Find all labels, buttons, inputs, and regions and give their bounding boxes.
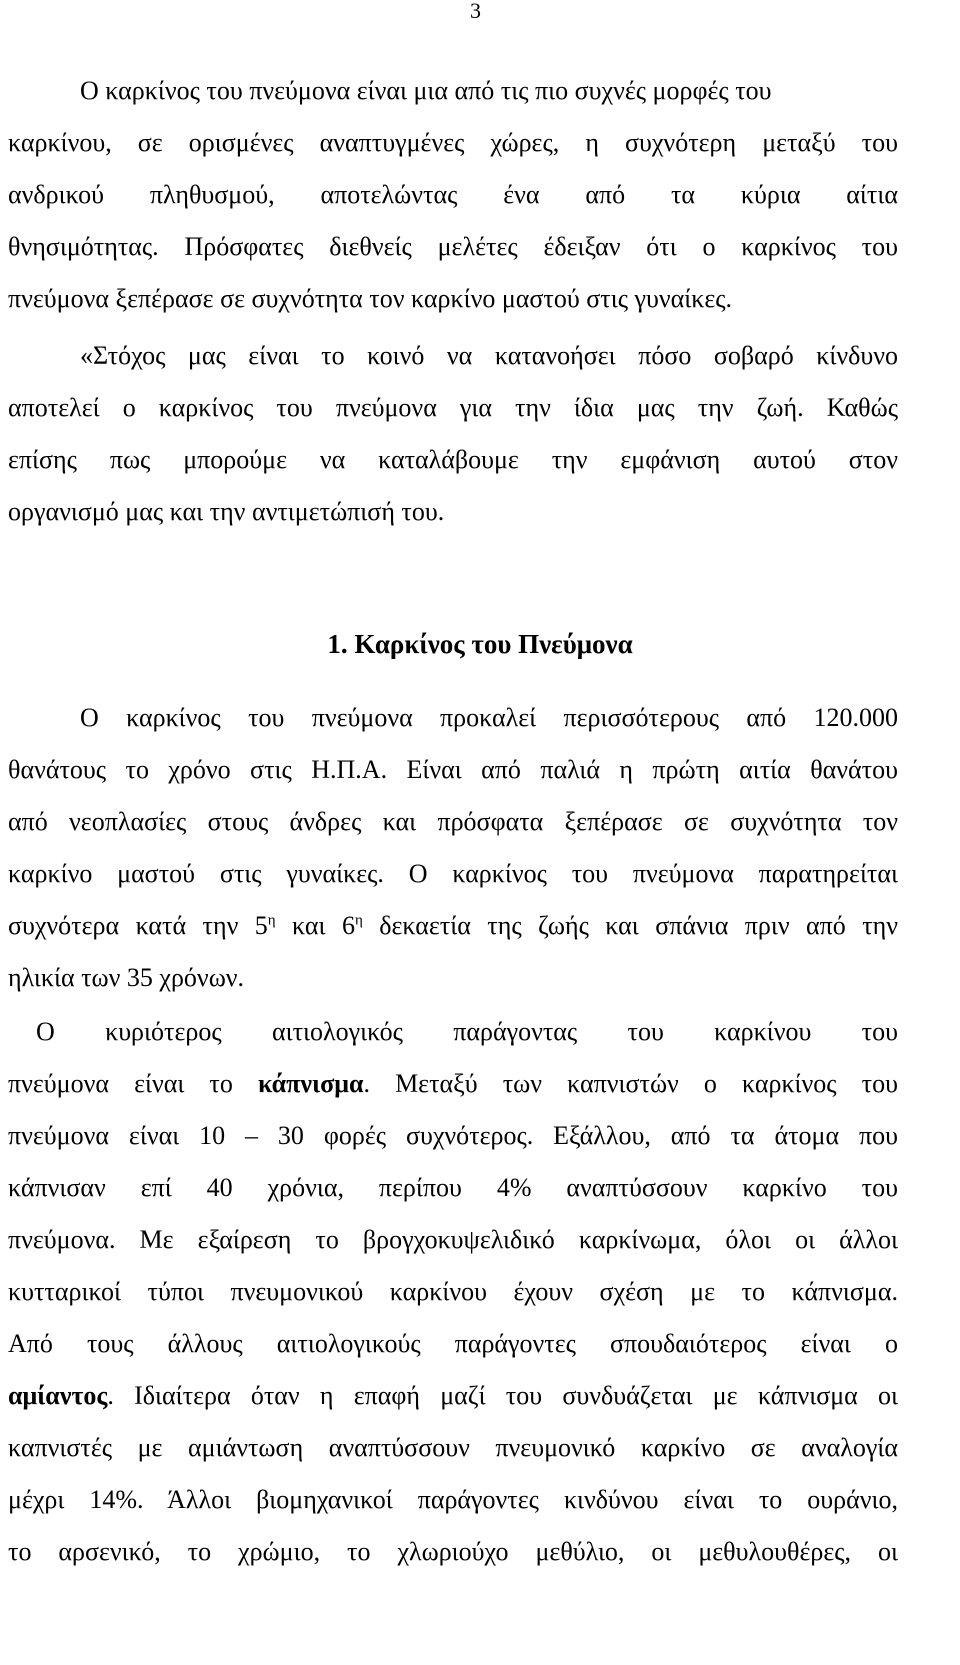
text-line [8,1069,898,1099]
text-line: αποτελεί ο καρκίνος του πνεύμονα για την ίδια μας την ζωή. Καθώς [8,393,898,422]
text-line: καπνιστές με αμιάντωση αναπτύσσουν πνευμονικό καρκίνο σε αναλογία [8,1433,898,1462]
text-line: πνεύμονα. Με εξαίρεση το βρογχοκυψελιδικό καρκίνωμα, όλοι οι άλλοι [8,1225,898,1254]
text-line: Ο κυριότερος αιτιολογικός παράγοντας του καρκίνου του [36,1017,898,1046]
text-line [8,911,898,941]
text-line: θανάτους το χρόνο στις Η.Π.Α. Είναι από παλιά η πρώτη αιτία θανάτου [8,755,898,784]
bold-term-smoking: κάπνισμα [257,1069,364,1098]
section-heading: 1. Καρκίνος του Πνεύμονα [327,629,633,659]
text-span: συχνότερα κατά την 5 [8,911,268,940]
text-line [8,1381,898,1411]
text-line: Ο καρκίνος του πνεύμονα είναι μια από τις πιο συχνές μορφές του [80,76,772,105]
text-line: καρκίνου, σε ορισμένες αναπτυγμένες χώρες, η συχνότερη μεταξύ του [8,128,898,157]
text-line: ηλικία των 35 χρόνων. [8,963,245,992]
text-span: . Ιδιαίτερα όταν η επαφή μαζί του συνδυάζεται με κάπνισμα οι [107,1381,898,1410]
text-line: από νεοπλασίες στους άνδρες και πρόσφατα ξεπέρασε σε συχνότητα τον [8,807,898,836]
text-line: μέχρι 14%. Άλλοι βιομηχανικοί παράγοντες κινδύνου είναι το ουράνιο, [8,1485,898,1514]
text-span: δεκαετία της ζωής και σπάνια πριν από την [362,911,898,940]
text-line: ανδρικού πληθυσμού, αποτελώντας ένα από τα κύρια αίτια [8,180,898,209]
text-line: οργανισμό μας και την αντιμετώπισή του. [8,497,445,526]
text-line: «Στόχος μας είναι το κοινό να κατανοήσει πόσο σοβαρό κίνδυνο [80,341,898,370]
text-line: το αρσενικό, το χρώμιο, το χλωριούχο μεθύλιο, οι μεθυλουθέρες, οι [8,1537,898,1566]
text-line: κυτταρικοί τύποι πνευμονικού καρκίνου έχουν σχέση με το κάπνισμα. [8,1277,898,1306]
ordinal-superscript: η [354,912,363,929]
text-line: κάπνισαν επί 40 χρόνια, περίπου 4% αναπτύσσουν καρκίνο του [8,1173,898,1202]
text-line: θνησιμότητας. Πρόσφατες διεθνείς μελέτες έδειξαν ότι ο καρκίνος του [8,232,898,261]
text-line: Από τους άλλους αιτιολογικούς παράγοντες σπουδαιότερος είναι ο [8,1329,898,1358]
text-span: πνεύμονα είναι το [8,1069,258,1098]
text-line: πνεύμονα είναι 10 – 30 φορές συχνότερος. Εξάλλου, από τα άτομα που [8,1121,898,1150]
text-line: καρκίνο μαστού στις γυναίκες. Ο καρκίνος του πνεύμονα παρατηρείται [8,859,898,888]
text-line: επίσης πως μπορούμε να καταλάβουμε την εμφάνιση αυτού στον [8,445,898,474]
text-line: πνεύμονα ξεπέρασε σε συχνότητα τον καρκίνο μαστού στις γυναίκες. [8,284,733,313]
text-line: Ο καρκίνος του πνεύμονα προκαλεί περισσότερους από 120.000 [80,703,898,732]
ordinal-superscript: η [267,912,276,929]
text-span: . Μεταξύ των καπνιστών ο καρκίνος του [363,1069,898,1098]
text-span: και 6 [275,911,355,940]
bold-term-asbestos: αμίαντος [8,1381,108,1410]
page-number: 3 [470,0,481,23]
